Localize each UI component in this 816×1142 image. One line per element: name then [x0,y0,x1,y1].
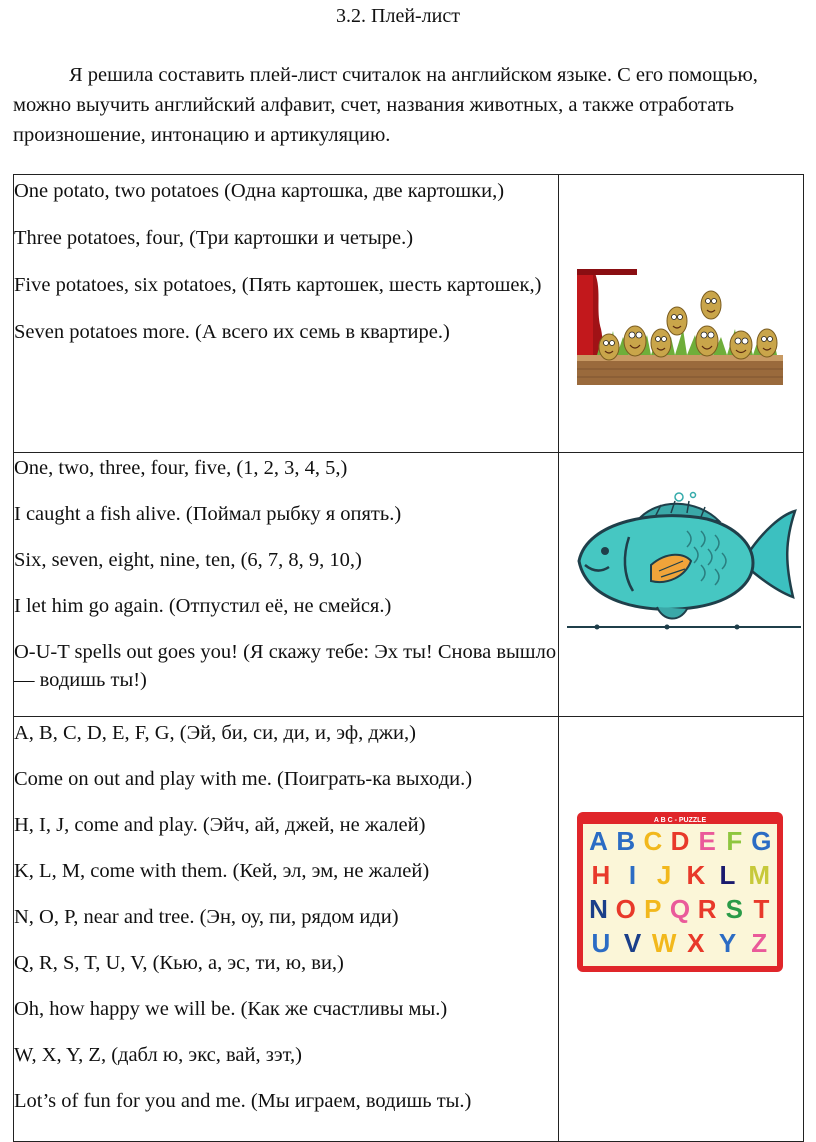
rhyme-line: Five potatoes, six potatoes, (Пять картошек, шесть картошек,) [14,274,542,296]
puzzle-letter-s: S [725,894,743,924]
image-cell [559,175,804,453]
puzzle-letter-m: M [748,860,771,890]
rhyme-text-cell [14,453,559,717]
rhyme-line: O-U-T spells out goes you! (Я скажу тебе: Эх ты! Снова вышло — водишь ты!) [14,641,557,691]
puzzle-letter-y: Y [718,928,737,958]
rhyme-line: Six, seven, eight, nine, ten, (6, 7, 8, 9, 10,) [14,549,362,571]
puzzle-letter-r: R [697,894,717,924]
rhyme-line: W, X, Y, Z, (дабл ю, экс, вай, зэт,) [14,1044,302,1066]
rhyme-line: I let him go again. (Отпустил её, не смейся.) [14,595,392,617]
puzzle-letter-g: G [751,826,772,856]
rhyme-line: H, I, J, come and play. (Эйч, ай, джей, не жалей) [14,814,426,836]
puzzle-letter-n: N [589,894,608,924]
puzzle-letter-v: V [623,928,642,958]
rhyme-line: I caught a fish alive. (Поймал рыбку я опять.) [14,503,402,525]
puzzle-letter-w: W [651,928,677,958]
puzzle-letter-p: P [644,894,662,924]
rhyme-line: Seven potatoes more. (А всего их семь в квартире.) [14,321,450,343]
playlist-table [13,174,804,1142]
puzzle-letter-e: E [698,826,716,856]
puzzle-letter-j: J [656,860,672,890]
puzzle-letter-z: Z [751,928,768,958]
rhyme-line: One, two, three, four, five, (1, 2, 3, 4, 5,) [14,457,348,479]
rhyme-line: Oh, how happy we will be. (Как же счастливы мы.) [14,998,448,1020]
rhyme-line: K, L, M, come with them. (Кей, эл, эм, не жалей) [14,860,430,882]
puzzle-letter-u: U [591,928,611,958]
rhyme-line: Q, R, S, T, U, V, (Кью, а, эс, ти, ю, ви,) [14,952,344,974]
puzzle-letter-x: X [687,928,705,958]
section-heading: 3.2. Плей-лист [336,5,460,27]
puzzle-letter-t: T [753,894,770,924]
puzzle-letter-c: C [643,826,663,856]
puzzle-letter-k: K [686,860,706,890]
table-row [14,175,804,453]
table-row [14,453,804,717]
rhyme-line: A, B, C, D, E, F, G, (Эй, би, си, ди, и, эф, джи,) [14,722,416,744]
puzzle-letter-q: Q [669,894,691,924]
rhyme-text-cell [14,717,559,1142]
puzzle-letter-o: O [615,894,636,924]
potatoes-icon [577,269,783,390]
puzzle-title: A B C - PUZZLE [653,817,707,824]
rhyme-line: Three potatoes, four, (Три картошки и четыре.) [14,227,414,249]
intro-paragraph [13,60,785,150]
rhyme-line: Lot’s of fun for you and me. (Мы играем, водишь ты.) [14,1090,472,1112]
table-row [14,717,804,1142]
image-cell [559,453,804,717]
alphabet-puzzle-icon [577,812,783,977]
rhyme-line: N, O, P, near and tree. (Эн, оу, пи, рядом иди) [14,906,399,928]
puzzle-letter-b: B [616,826,636,856]
rhyme-text-cell [14,175,559,453]
puzzle-letter-i: I [628,860,637,890]
fish-icon [567,491,801,636]
image-cell [559,717,804,1142]
puzzle-letter-l: L [719,860,736,890]
puzzle-letter-f: F [726,826,743,856]
puzzle-letter-d: D [670,826,690,856]
intro-text: Я решила составить плей-лист считалок на английском языке. С его помощью, можно выучить английский алфавит, счет, названия животных, а также отработать произношение, интонацию и артикуляцию. [13,64,758,146]
puzzle-letter-h: H [591,860,611,890]
puzzle-letter-a: A [589,826,608,856]
rhyme-line: Come on out and play with me. (Поиграть-ка выходи.) [14,768,473,790]
rhyme-line: One potato, two potatoes (Одна картошка, две картошки,) [14,180,505,202]
